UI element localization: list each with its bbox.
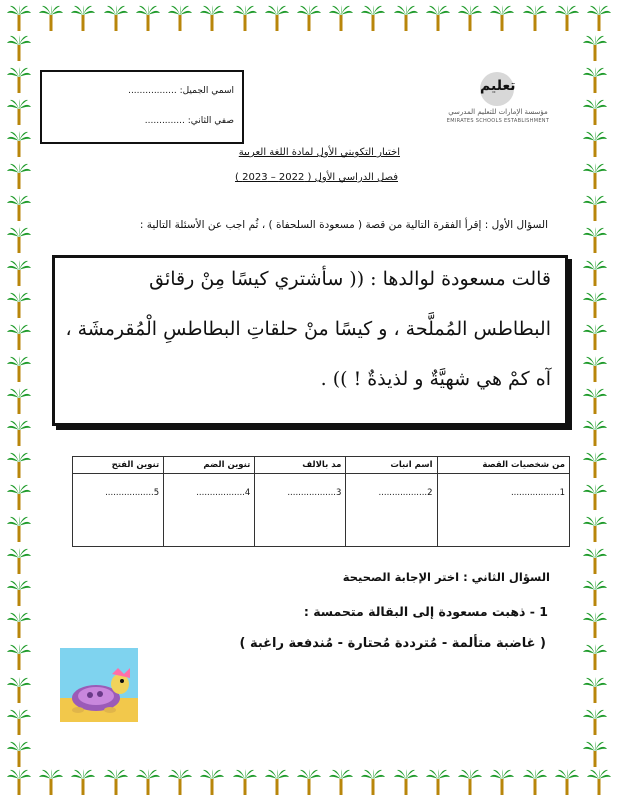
palm-tree-icon [457, 4, 483, 32]
palm-tree-icon [489, 768, 515, 796]
palm-tree-icon [6, 291, 32, 319]
palm-tree-icon [6, 226, 32, 254]
palm-tree-icon [6, 259, 32, 287]
table-row [73, 474, 570, 547]
question-2-prompt: السؤال الثاني : اختر الإجابة الصحيحة [342, 570, 550, 584]
palm-tree-icon [6, 708, 32, 736]
answer-table [72, 456, 570, 547]
palm-tree-icon [582, 226, 608, 254]
palm-tree-icon [199, 4, 225, 32]
answer-cell[interactable]: 3.................. [255, 474, 346, 547]
palm-tree-icon [582, 387, 608, 415]
palm-tree-icon [167, 4, 193, 32]
palm-tree-icon [6, 547, 32, 575]
palm-tree-icon [264, 768, 290, 796]
student-name-field[interactable]: اسمي الجميل: ................. [128, 86, 234, 96]
palm-tree-icon [232, 768, 258, 796]
palm-tree-icon [38, 4, 64, 32]
table-header: مد بالالف [255, 457, 346, 474]
palm-tree-icon [582, 676, 608, 704]
exam-title: اختبار التكويني الأول لمادة اللغة العربية [238, 147, 400, 158]
palm-tree-icon [6, 611, 32, 639]
palm-tree-icon [582, 643, 608, 671]
palm-tree-icon [582, 740, 608, 768]
palm-tree-icon [425, 4, 451, 32]
palm-tree-icon [360, 768, 386, 796]
palm-tree-icon [489, 4, 515, 32]
palm-tree-icon [582, 611, 608, 639]
palm-border-top [6, 4, 612, 34]
turtle-illustration [60, 648, 138, 722]
palm-tree-icon [6, 323, 32, 351]
question-2-options[interactable]: ( غاضبة متألمة - مُترددة مُحتارة - مُندفعة راغبة ) [239, 636, 546, 651]
palm-tree-icon [264, 4, 290, 32]
palm-tree-icon [582, 451, 608, 479]
passage-line: البطاطس المُملَّحة ، و كيسًا منْ حلقاتِ البطاطسِ الْمُقرمشَة ، [65, 318, 551, 340]
palm-tree-icon [582, 66, 608, 94]
palm-border-left [6, 34, 36, 768]
palm-tree-icon [582, 34, 608, 62]
palm-tree-icon [6, 579, 32, 607]
palm-tree-icon [6, 355, 32, 383]
palm-tree-icon [582, 355, 608, 383]
answer-cell[interactable]: 1.................. [437, 474, 569, 547]
reading-passage [52, 255, 568, 426]
palm-tree-icon [135, 768, 161, 796]
palm-tree-icon [6, 162, 32, 190]
palm-tree-icon [6, 66, 32, 94]
table-header: تنوين الضم [164, 457, 255, 474]
table-header: تنوين الفتح [73, 457, 164, 474]
palm-border-right [582, 34, 612, 768]
palm-tree-icon [582, 708, 608, 736]
palm-tree-icon [582, 194, 608, 222]
answer-cell[interactable]: 2.................. [346, 474, 437, 547]
passage-line: آه كمْ هي شهيَّةٌ و لذيذةٌ ! )) . [320, 368, 551, 390]
palm-tree-icon [582, 323, 608, 351]
palm-tree-icon [6, 768, 32, 796]
palm-tree-icon [232, 4, 258, 32]
palm-tree-icon [582, 419, 608, 447]
palm-tree-icon [70, 4, 96, 32]
table-header-row [73, 457, 570, 474]
school-logo [438, 72, 558, 130]
logo-org-arabic: مؤسسة الإمارات للتعليم المدرسي [448, 108, 548, 116]
logo-mark-icon: تعليم [480, 72, 514, 106]
table-header: من شخصيات القصة [437, 457, 569, 474]
palm-tree-icon [6, 387, 32, 415]
palm-tree-icon [393, 4, 419, 32]
palm-tree-icon [582, 130, 608, 158]
exam-term: فصل الدراسي الأول ( 2022 – 2023 ) [235, 172, 398, 183]
logo-org-english: EMIRATES SCHOOLS ESTABLISHMENT [446, 118, 550, 124]
palm-tree-icon [296, 768, 322, 796]
palm-tree-icon [522, 768, 548, 796]
palm-tree-icon [582, 483, 608, 511]
palm-tree-icon [582, 515, 608, 543]
question-2-item: 1 - ذهبت مسعودة إلى البقالة متحمسة : [303, 604, 548, 619]
palm-tree-icon [6, 643, 32, 671]
palm-tree-icon [167, 768, 193, 796]
palm-tree-icon [582, 291, 608, 319]
answer-cell[interactable]: 5.................. [73, 474, 164, 547]
palm-tree-icon [582, 98, 608, 126]
palm-tree-icon [554, 768, 580, 796]
palm-tree-icon [522, 4, 548, 32]
palm-tree-icon [6, 483, 32, 511]
palm-tree-icon [103, 768, 129, 796]
palm-tree-icon [586, 768, 612, 796]
palm-tree-icon [6, 451, 32, 479]
palm-tree-icon [328, 768, 354, 796]
palm-tree-icon [6, 515, 32, 543]
palm-tree-icon [393, 768, 419, 796]
palm-tree-icon [70, 768, 96, 796]
passage-line: قالت مسعودة لوالدها : (( سأشتري كيسًا مِنْ رقائق [149, 268, 551, 290]
palm-tree-icon [582, 259, 608, 287]
palm-tree-icon [6, 34, 32, 62]
palm-border-bottom [6, 768, 612, 798]
palm-tree-icon [457, 768, 483, 796]
palm-tree-icon [582, 579, 608, 607]
palm-tree-icon [360, 4, 386, 32]
palm-tree-icon [6, 740, 32, 768]
palm-tree-icon [38, 768, 64, 796]
palm-tree-icon [199, 768, 225, 796]
answer-cell[interactable]: 4.................. [164, 474, 255, 547]
palm-tree-icon [425, 768, 451, 796]
palm-tree-icon [296, 4, 322, 32]
palm-tree-icon [582, 547, 608, 575]
palm-tree-icon [6, 130, 32, 158]
palm-tree-icon [6, 98, 32, 126]
palm-tree-icon [6, 194, 32, 222]
palm-tree-icon [6, 676, 32, 704]
palm-tree-icon [103, 4, 129, 32]
palm-tree-icon [582, 162, 608, 190]
student-info-box [40, 70, 244, 144]
palm-tree-icon [135, 4, 161, 32]
palm-tree-icon [554, 4, 580, 32]
palm-tree-icon [586, 4, 612, 32]
table-header: اسم انبات [346, 457, 437, 474]
student-class-field[interactable]: صفي الثاني: .............. [144, 116, 234, 126]
palm-tree-icon [6, 419, 32, 447]
palm-tree-icon [328, 4, 354, 32]
question-1-prompt: السؤال الأول : إقرأ الفقرة التالية من قصة ( مسعودة السلحفاة ) ، ثُم اجب عن الأسئلة التالية : [139, 219, 548, 231]
palm-tree-icon [6, 4, 32, 32]
